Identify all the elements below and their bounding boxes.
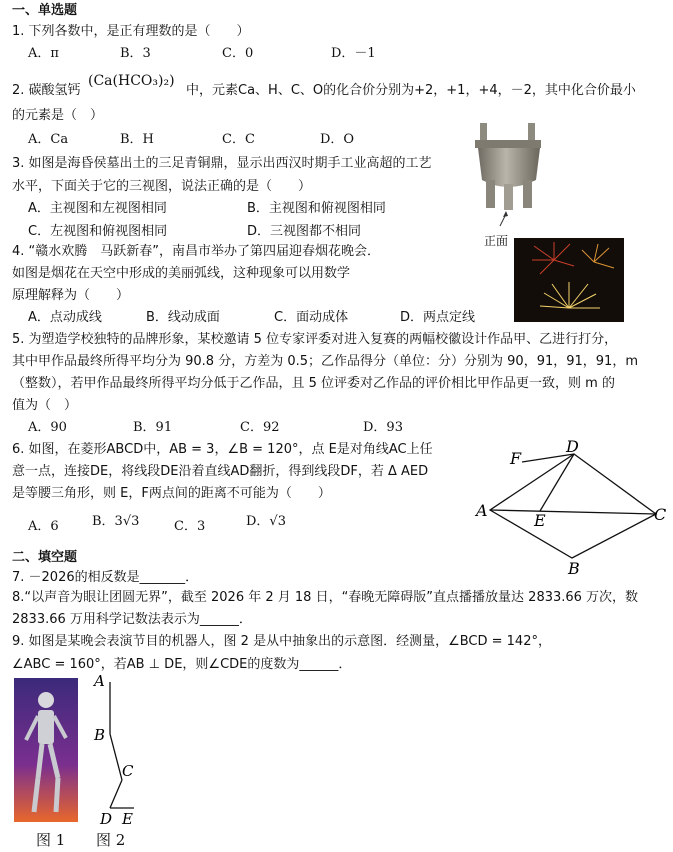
q2-formula: (Ca(HCO₃)₂) [88,73,175,89]
q2-option-a: A．Ca [28,132,69,147]
q1-option-d: D．－1 [331,46,376,61]
q4-option-c: C．面动成体 [274,310,349,325]
q2-stem-b: 中，元素Ca、H、C、O的化合价分别为+2，+1，+4，－2，其中化合价最小 [186,83,636,98]
q2-option-d: D．O [320,132,355,147]
q2-option-c: C．C [222,132,255,147]
rhombus-label-a: A [476,501,488,520]
schematic-label-e: E [122,810,133,828]
q6-option-c: C．3 [174,519,206,534]
q8-stem-b: 2833.66 万用科学记数法表示为______． [12,612,252,627]
q5-option-b: B．91 [133,420,173,435]
rhombus-label-b: B [568,559,580,578]
q8-stem-a: 8.“以声音为眼让团圆无界”，截至 2026 年 2 月 18 日，“春晚无障碍版”直点播播放量达 2833.66 万次，数 [12,590,639,605]
q1-stem: 1. 下列各数中，是正有理数的是（ ） [12,24,250,39]
q5-option-d: D．93 [363,420,403,435]
q5-option-a: A．90 [28,420,67,435]
q7-stem: 7. －2026的相反数是_______． [12,570,199,585]
rhombus-label-f: F [510,449,522,468]
q9-stem-b: ∠ABC = 160°，若AB ⊥ DE，则∠CDE的度数为______． [12,657,352,672]
figure-2-caption: 图 2 [96,831,126,849]
q6-option-d: D．√3 [246,514,286,529]
q3-option-c: C．左视图和俯视图相同 [28,224,168,239]
rhombus-figure [470,440,670,580]
schematic-label-b: B [94,726,106,744]
q2-stem-c: 的元素是（ ） [12,108,104,123]
q6-option-b: B．3√3 [92,514,140,529]
q6-stem-b: 意一点，连接DE，将线段DE沿着直线AD翻折，得到线段DF，若 Δ AED [12,464,429,479]
q3-option-b: B．主视图和俯视图相同 [247,201,386,216]
q6-option-a: A．6 [28,519,59,534]
q1-option-c: C．0 [222,46,254,61]
section-title-single-choice: 一、单选题 [12,3,78,18]
q2-stem-a: 2. 碳酸氢钙 [12,83,81,98]
q4-stem-c: 原理解释为（ ） [12,288,130,303]
q9-stem-a: 9. 如图是某晚会表演节目的机器人，图 2 是从中抽象出的示意图．经测量，∠BCD = 142°， [12,634,551,649]
q5-option-c: C．92 [240,420,280,435]
figure-1-caption: 图 1 [36,831,66,849]
q6-stem-a: 6. 如图，在菱形ABCD中，AB = 3，∠B = 120°，点 E是对角线AC上任 [12,442,433,457]
q5-stem-b: 其中甲作品最终所得平均分为 90.8 分，方差为 0.5；乙作品得分（单位：分）分别为 90，91，91，91，m [12,354,638,369]
q1-option-a: A．π [28,46,59,61]
q4-option-d: D．两点定线 [400,310,476,325]
q5-stem-c: （整数），若甲作品最终所得平均分低于乙作品，且 5 位评委对乙作品的评价相比甲作品更一致，则 m 的 [12,376,615,391]
q2-option-b: B．H [120,132,154,147]
q4-stem-a: 4. “赣水欢腾 马跃新春”，南昌市举办了第四届迎春烟花晚会． [12,244,381,259]
robot-schematic-figure [92,672,152,828]
q4-stem-b: 如图是烟花在天空中形成的美丽弧线，这种现象可以用数学 [12,266,351,281]
q6-stem-c: 是等腰三角形，则 E，F两点间的距离不可能为（ ） [12,486,331,501]
q3-option-a: A．主视图和左视图相同 [28,201,167,216]
bronze-ding-front-label: 正面 [484,234,509,248]
q5-stem-d: 值为（ ） [12,398,78,413]
rhombus-label-e: E [534,511,546,530]
fireworks-image [514,238,624,322]
q3-stem-b: 水平，下面关于它的三视图，说法正确的是（ ） [12,179,312,194]
q4-option-b: B．线动成面 [146,310,220,325]
q5-stem-a: 5. 为塑造学校独特的品牌形象，某校邀请 5 位专家评委对进入复赛的两幅校徽设计作品甲、乙进行打分， [12,332,618,347]
q4-option-a: A．点动成线 [28,310,102,325]
q3-option-d: D．三视图都不相同 [247,224,362,239]
schematic-label-d: D [100,810,113,828]
rhombus-label-d: D [566,440,579,456]
q1-option-b: B．3 [120,46,151,61]
schematic-label-a: A [94,672,105,690]
rhombus-label-c: C [654,505,667,524]
section-title-fill-blank: 二、填空题 [12,550,78,565]
schematic-label-c: C [122,762,134,780]
bronze-ding-image [470,118,550,238]
q3-stem-a: 3. 如图是海昏侯墓出土的三足青铜鼎，显示出西汉时期手工业高超的工艺 [12,156,432,171]
robot-image [14,678,78,822]
